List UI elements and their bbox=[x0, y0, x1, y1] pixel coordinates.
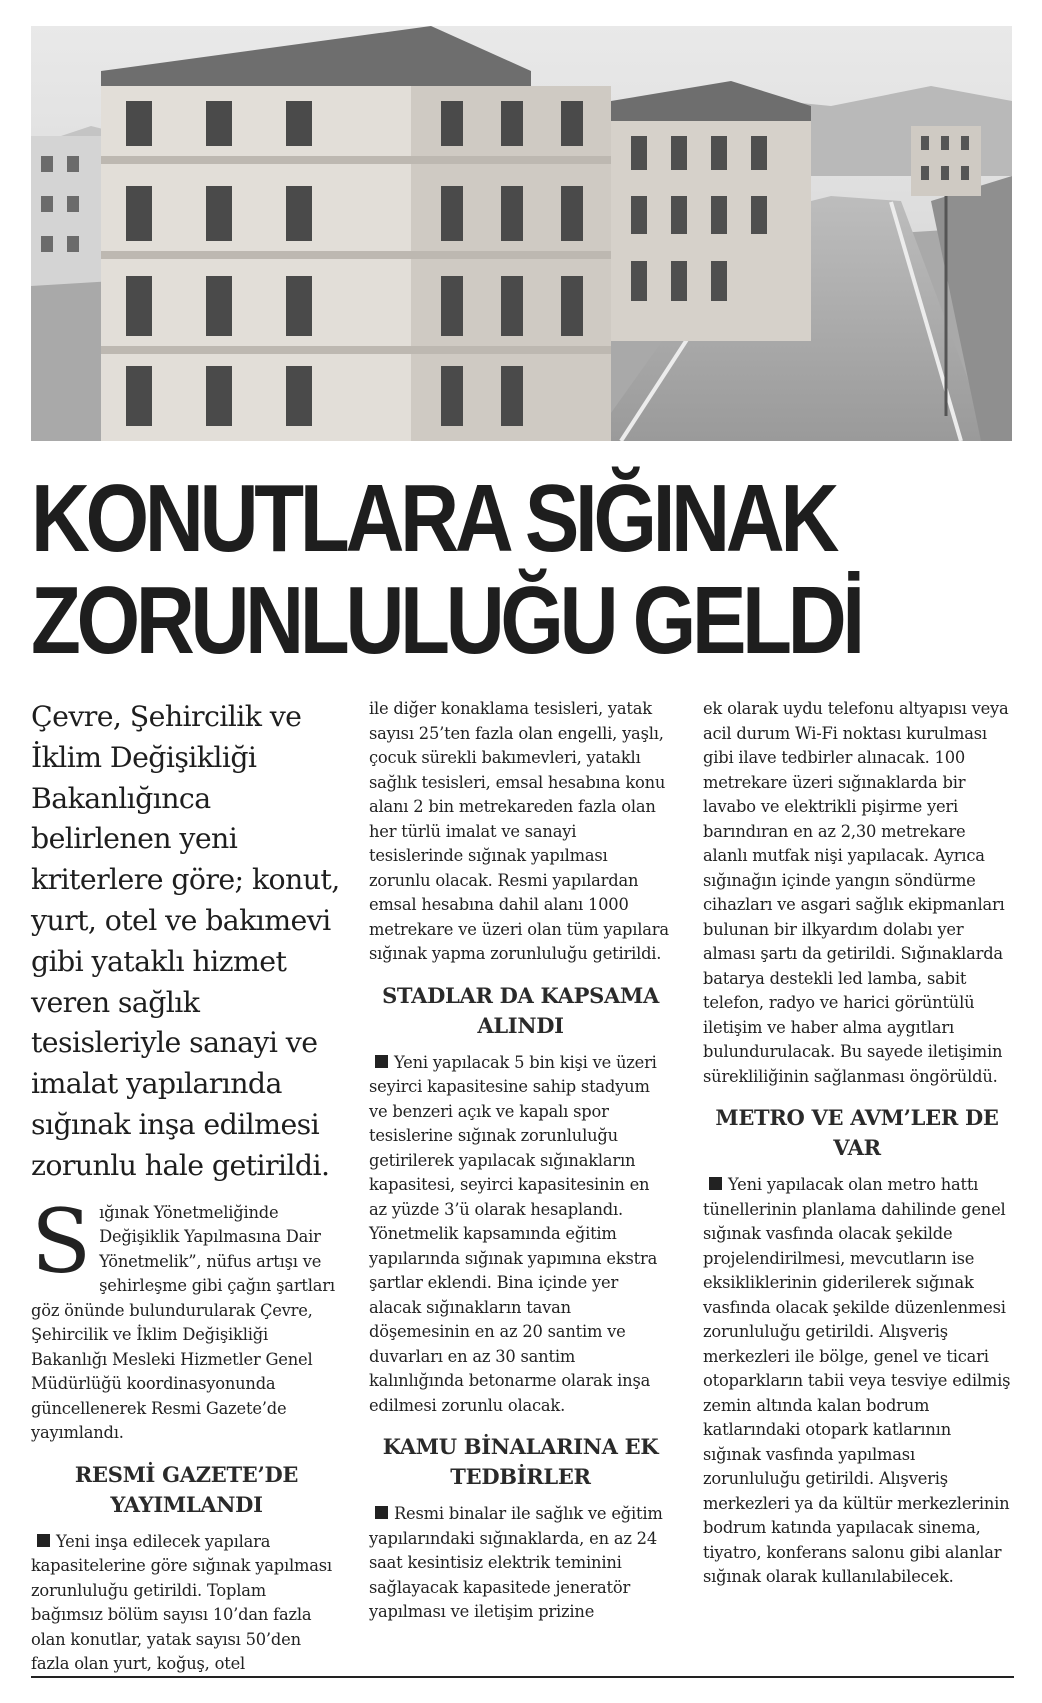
bullet-square-icon bbox=[709, 1177, 722, 1190]
bullet-square-icon bbox=[375, 1055, 388, 1068]
section-text-metro-avm bbox=[703, 1173, 1011, 1590]
subhead-stadlar: STADLAR DA KAPSAMA ALINDI bbox=[382, 982, 659, 1038]
article-column-1 bbox=[31, 697, 342, 1677]
article-column-3 bbox=[703, 697, 1011, 1590]
apartment-buildings-photo bbox=[31, 26, 1012, 441]
headline-line-1: KONUTLARA SIĞINAK bbox=[31, 465, 836, 572]
section-text-part: Yeni yapılacak 5 bin kişi ve üzeri seyirci kapasitesine sahip stadyum ve benzeri açık ve kapalı spor tesislerine sığınak zorunluluğu getirilerek yapılacak sığınakların kapasitesi, seyirci kapasitesinin en az yüzde 3’ü olarak hesaplandı. Yönetmelik kapsamında eğitim yapılarında sığınak yapımına ekstra şartlar eklendi. Bina içinde yer alacak sığınakların tavan döşemesinin en az 20 santim ve duvarları en az 30 santim kalınlığında betonarme olarak inşa edilmesi zorunlu olacak. bbox=[369, 1052, 658, 1415]
subhead-resmi-gazete: RESMİ GAZETE’DE YAYIMLANDI bbox=[74, 1461, 299, 1517]
section-text-continued bbox=[369, 697, 672, 967]
section-text-part: ek olarak uydu telefonu altyapısı veya acil durum Wi-Fi noktası kurulması gibi ilave tedbirler alınacak. 100 metrekare üzeri sığınaklarda bir lavabo ve elektrikli pişirme yeri barındıran en az 2,30 metrekare alanlı mutfak nişi yapılacak. Ayrıca sığınağın içinde yangın söndürme cihazları ve asgari sağlık ekipmanları bulunan bir ilkyardım dolabı yer alması şartı da getirildi. Sığınaklarda batarya destekli led lamba, sabit telefon, radyo ve harici görüntülü iletişim ve haber alma aygıtları bulundurulacak. Bu sayede iletişimin sürekliliğinin sağlanması öngörüldü. bbox=[703, 699, 1009, 1086]
article-intro bbox=[31, 1189, 342, 1446]
subhead-metro-avm: METRO VE AVM’LER DE VAR bbox=[715, 1105, 999, 1160]
drop-cap: S bbox=[31, 1189, 92, 1293]
bullet-square-icon bbox=[375, 1506, 388, 1519]
article-column-2 bbox=[369, 697, 672, 1625]
bottom-rule bbox=[31, 1676, 1014, 1678]
article-lead: Çevre, Şehircilik ve İklim Değişikliği Bakanlığınca belirlenen yeni kriterlere göre; konut, yurt, otel ve bakımevi gibi yataklı hizmet veren sağlık tesisleriyle sanayi ve imalat yapılarında sığınak inşa edilmesi zorunlu hale getirildi. bbox=[31, 700, 340, 1182]
article-intro-text: ığınak Yönetmeliğinde Değişiklik Yapılmasına Dair Yönetmelik”, nüfus artışı ve şehirleşme gibi çağın şartları göz önünde bulundurularak Çevre, Şehircilik ve İklim Değişikliği Bakanlığı Mesleki Hizmetler Genel Müdürlüğü koordinasyonunda güncellenerek Resmi Gazete’de yayımlandı. bbox=[31, 1202, 335, 1443]
article-photo bbox=[31, 26, 1012, 441]
section-text-resmi-gazete bbox=[31, 1530, 342, 1677]
section-text-continued bbox=[703, 697, 1011, 1089]
headline-line-2: ZORUNLULUĞU GELDİ bbox=[31, 567, 861, 674]
subhead-kamu-binalari: KAMU BİNALARINA EK TEDBİRLER bbox=[382, 1434, 659, 1489]
section-text-kamu-binalari bbox=[369, 1502, 672, 1625]
section-text-part: Yeni yapılacak olan metro hattı tünellerinin planlama dahilinde genel sığınak vasfında olacak şekilde projelendirilmesi, mevcutların ise eksikliklerinin giderilerek sığınak vasfında olacak şekilde düzenlenmesi zorunluluğu getirildi. Alışveriş merkezleri ile bölge, genel ve ticari otoparkların tabii veya tesviye edilmiş zemin altında kalan bodrum katlarındaki otopark katlarının sığınak vasfında yapılması zorunluluğu getirildi. Alışveriş merkezleri ya da kültür merkezlerinin bodrum katında yapılacak sinema, tiyatro, konferans salonu gibi alanlar sığınak olarak kullanılabilecek. bbox=[703, 1175, 1011, 1586]
section-text-part: Resmi binalar ile sağlık ve eğitim yapılarındaki sığınaklarda, en az 24 saat kesintisiz elektrik teminini sağlayacak kapasitede jeneratör yapılması ve iletişim prizine bbox=[369, 1504, 663, 1621]
bullet-square-icon bbox=[37, 1534, 50, 1547]
section-text-stadlar bbox=[369, 1051, 672, 1419]
section-text-part: Yeni inşa edilecek yapılara kapasitelerine göre sığınak yapılması zorunluluğu getirildi. Toplam bağımsız bölüm sayısı 10’dan fazla olan konutlar, yatak sayısı 50’den fazla olan yurt, koğuş, otel bbox=[31, 1531, 332, 1674]
section-text-part: ile diğer konaklama tesisleri, yatak sayısı 25’ten fazla olan engelli, yaşlı, çocuk sürekli bakımevleri, yataklı sağlık tesisleri, emsal hesabına konu alanı 2 bin metrekareden fazla olan her türlü imalat ve sanayi tesislerinde sığınak yapılması zorunlu olacak. Resmi yapılardan emsal hesabına dahil alanı 1000 metrekare ve üzeri olan tüm yapılara sığınak yapma zorunluluğu getirildi. bbox=[369, 699, 669, 963]
headline bbox=[31, 465, 868, 674]
